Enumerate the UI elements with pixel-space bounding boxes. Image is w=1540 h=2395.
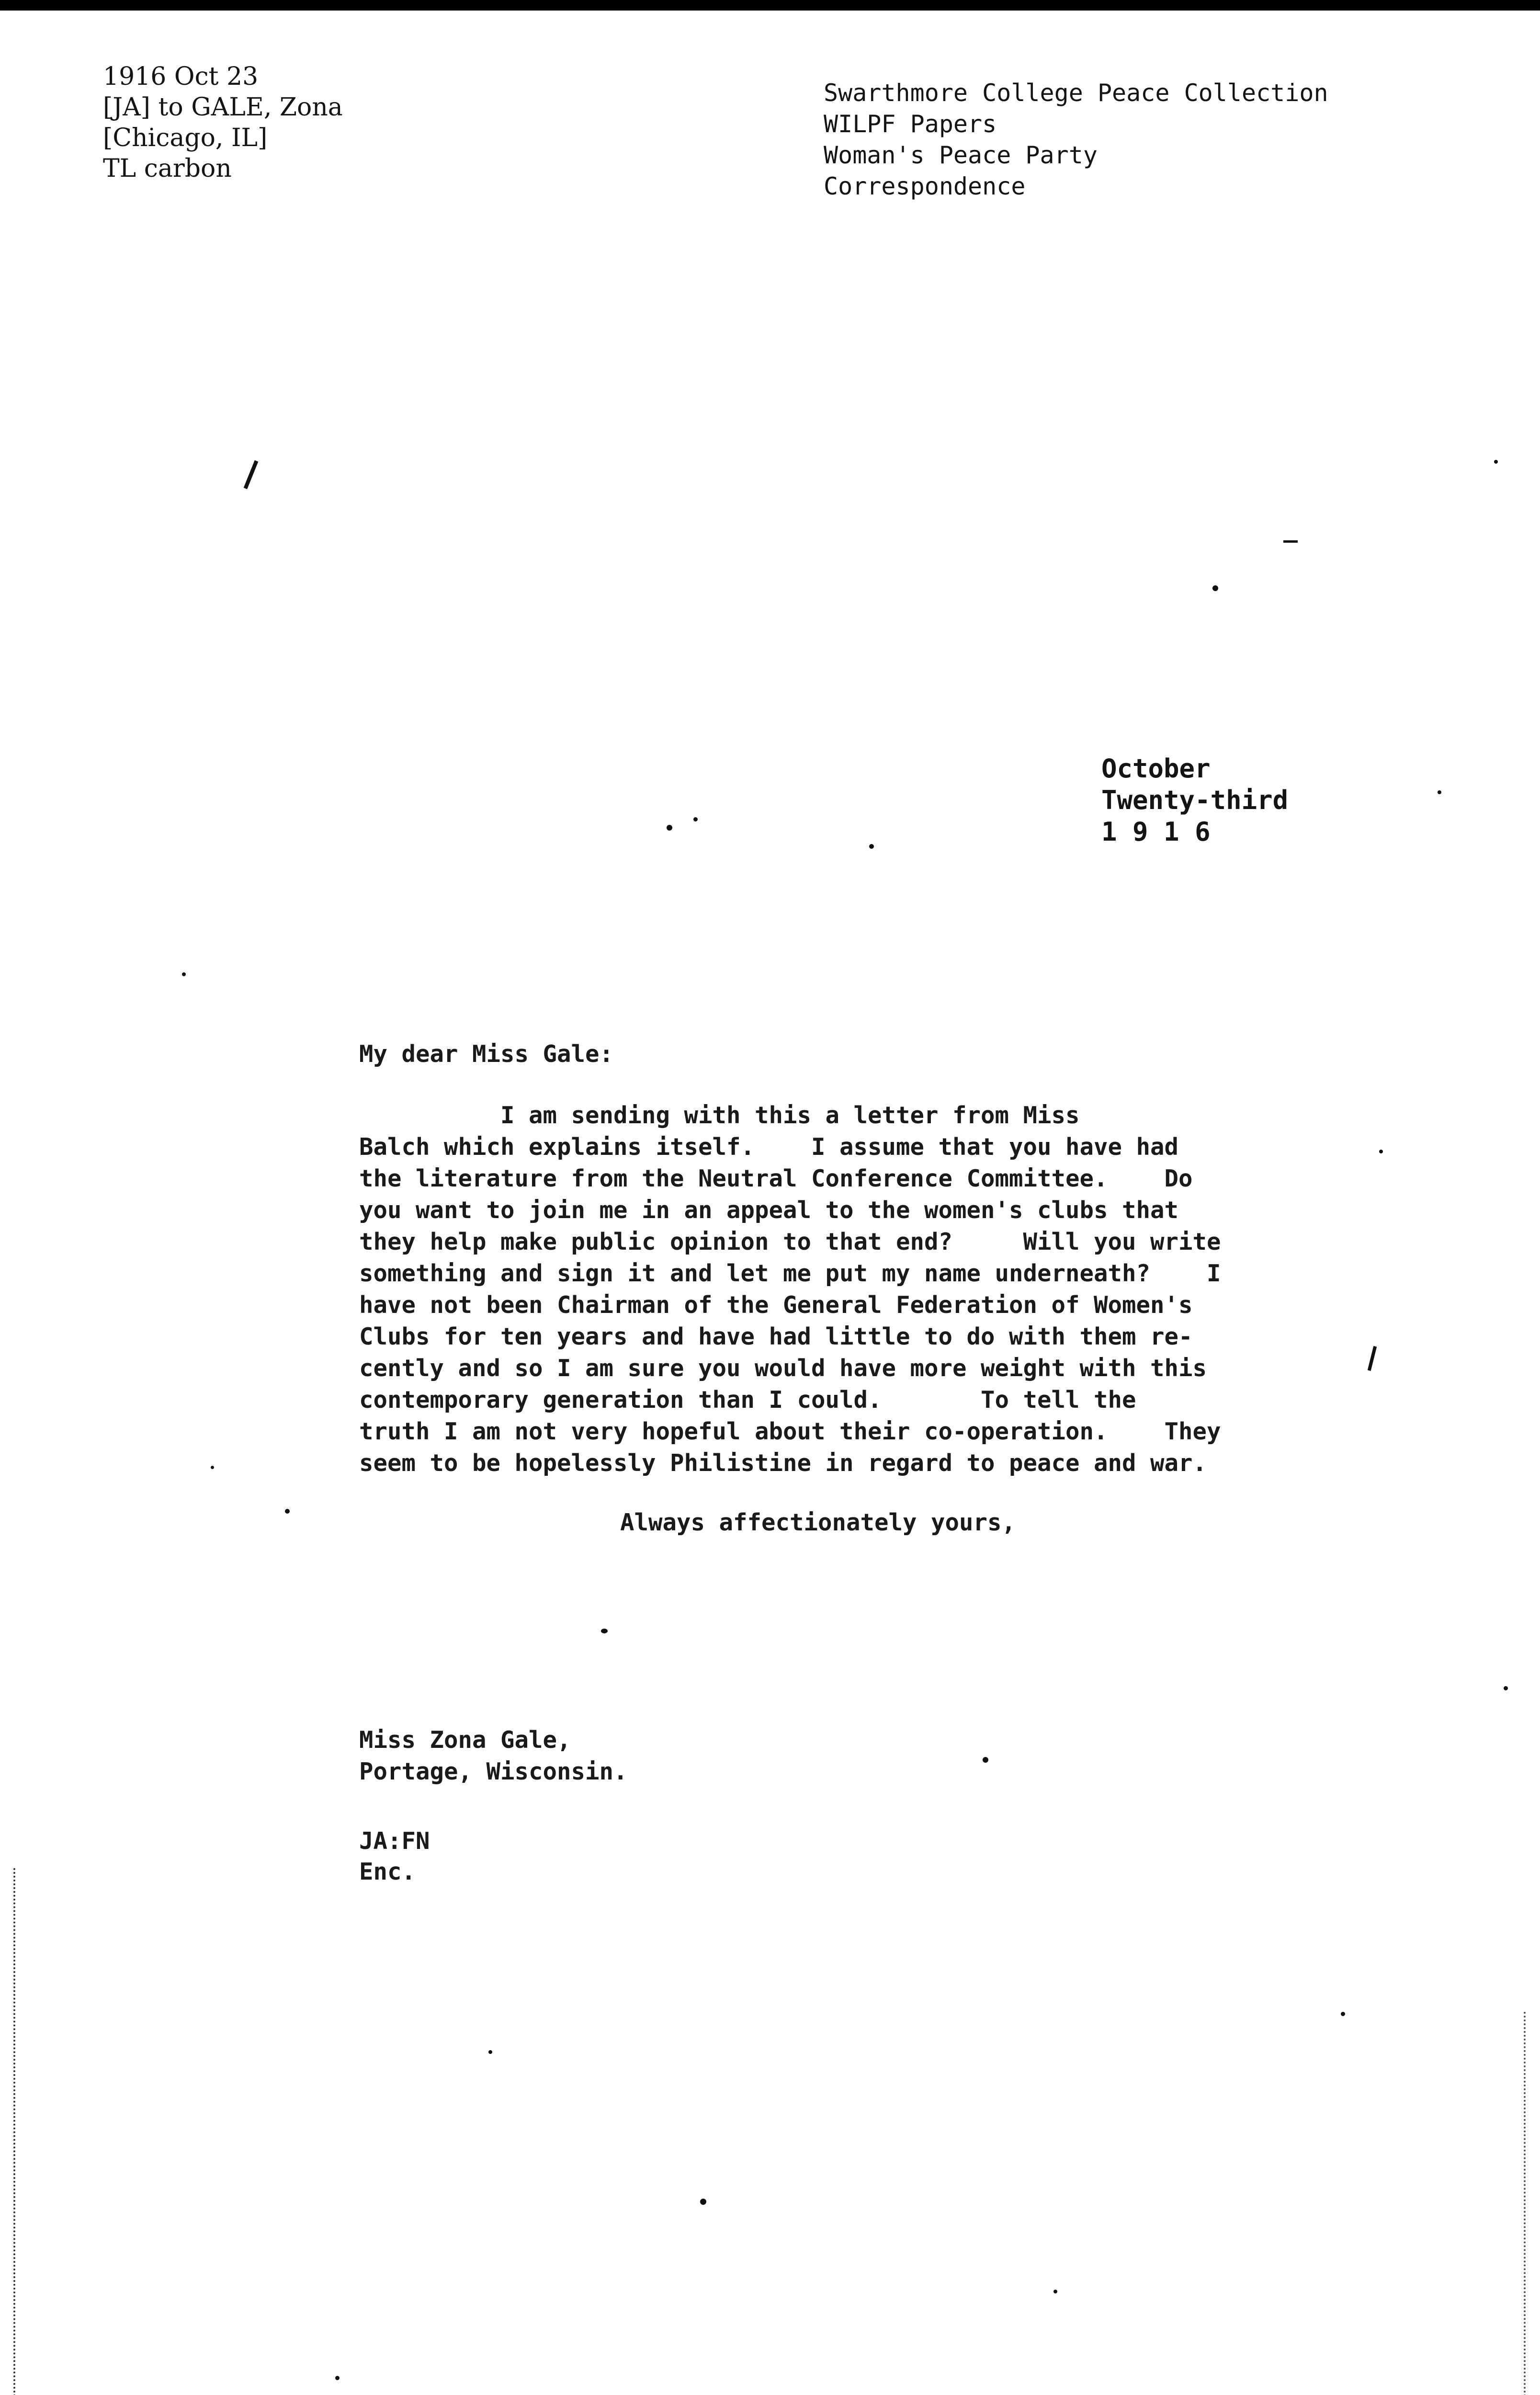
body-line: truth I am not very hopeful about their co-operation. They — [359, 1418, 1221, 1445]
scan-speck — [488, 2050, 492, 2054]
typist-initials: JA:FN — [359, 1827, 430, 1855]
recipient-name: Miss Zona Gale, — [359, 1726, 571, 1754]
scan-left-edge-noise — [13, 1868, 18, 2395]
body-line: cently and so I am sure you would have more weight with this — [359, 1355, 1207, 1382]
source-subseries-line: Correspondence — [824, 172, 1026, 200]
scan-speck — [983, 1757, 988, 1763]
body-line: seem to be hopelessly Philistine in regard to peace and war. — [359, 1449, 1207, 1477]
scan-speck — [182, 972, 186, 976]
scan-top-border — [0, 0, 1540, 11]
recipient-location: Portage, Wisconsin. — [359, 1758, 628, 1785]
body-line: something and sign it and let me put my name underneath? I — [359, 1260, 1221, 1287]
letter-date — [1101, 753, 1288, 848]
scan-speck — [869, 844, 874, 849]
scan-speck — [335, 2376, 340, 2380]
scan-speck — [700, 2199, 706, 2205]
source-papers-line: WILPF Papers — [824, 110, 997, 138]
body-line: Clubs for ten years and have had little to do with them re- — [359, 1323, 1193, 1350]
body-line: Balch which explains itself. I assume that you have had — [359, 1133, 1179, 1161]
archive-place-line: [Chicago, IL] — [103, 124, 268, 152]
body-line: contemporary generation than I could. To tell the — [359, 1386, 1136, 1414]
scan-speck — [1212, 585, 1218, 591]
scan-speck — [601, 1629, 608, 1633]
scan-speck — [211, 1466, 214, 1469]
body-line: have not been Chairman of the General Federation of Women's — [359, 1291, 1193, 1319]
scan-speck — [1053, 2290, 1057, 2293]
stray-pen-mark — [244, 460, 259, 489]
scan-speck — [1494, 460, 1498, 464]
source-series-line: Woman's Peace Party — [824, 141, 1098, 169]
letter-body — [359, 1100, 1221, 1479]
archive-date-line: 1916 Oct 23 — [103, 62, 259, 91]
recipient-address — [359, 1724, 628, 1788]
scan-speck — [285, 1509, 290, 1514]
closing: Always affectionately yours, — [620, 1509, 1016, 1536]
source-collection-line: Swarthmore College Peace Collection — [824, 79, 1328, 107]
archive-correspondents-line: [JA] to GALE, Zona — [103, 93, 343, 122]
letter-date-day: Twenty-third — [1101, 785, 1289, 815]
archive-metadata — [103, 61, 343, 184]
scan-speck — [1438, 790, 1441, 794]
archive-source — [824, 78, 1328, 202]
stray-pen-mark — [1368, 1346, 1377, 1371]
letter-date-month: October — [1101, 753, 1211, 784]
scan-speck — [693, 817, 698, 821]
archive-format-line: TL carbon — [103, 154, 232, 183]
body-line: I am sending with this a letter from Miss — [359, 1102, 1080, 1129]
enclosure-note: Enc. — [359, 1858, 416, 1885]
body-line: the literature from the Neutral Conference Committee. Do — [359, 1165, 1193, 1192]
body-line: they help make public opinion to that end? Will you write — [359, 1228, 1221, 1255]
scan-speck — [667, 825, 672, 831]
letter-date-year: 1 9 1 6 — [1101, 817, 1211, 847]
stray-dash-mark — [1283, 540, 1298, 543]
reference-initials — [359, 1826, 430, 1887]
salutation: My dear Miss Gale: — [359, 1040, 614, 1068]
scan-speck — [1504, 1686, 1508, 1690]
body-line: you want to join me in an appeal to the women's clubs that — [359, 1197, 1179, 1224]
scan-speck — [1341, 2012, 1345, 2016]
scan-right-edge-noise — [1524, 2012, 1529, 2395]
scan-speck — [1379, 1150, 1383, 1153]
